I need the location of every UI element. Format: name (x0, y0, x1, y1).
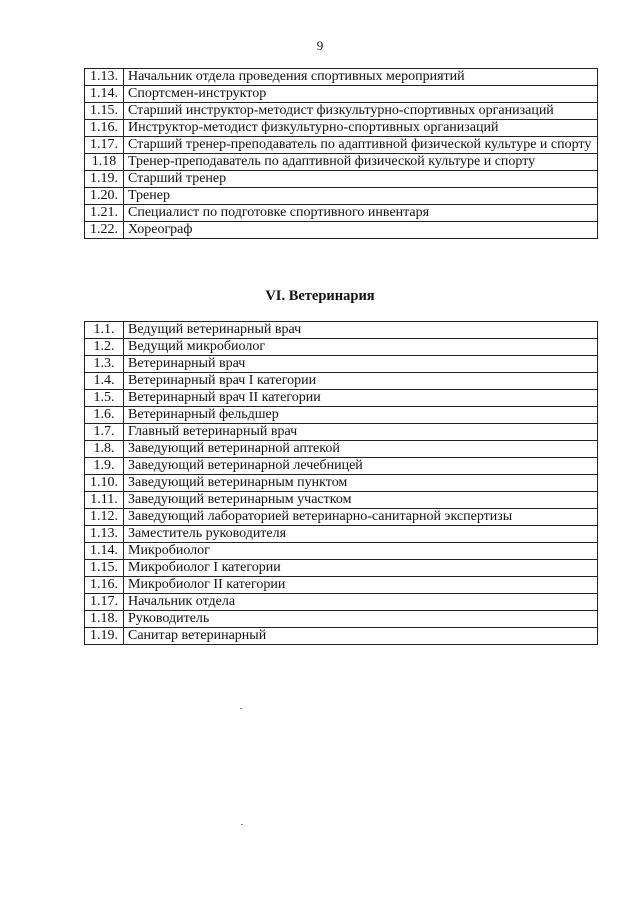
table-row (85, 424, 598, 441)
row-number: 1.16. (85, 577, 124, 594)
scan-speck (240, 708, 242, 709)
row-title: Спортсмен-инструктор (124, 86, 598, 103)
row-title: Заместитель руководителя (124, 526, 598, 543)
row-title: Начальник отдела проведения спортивных мероприятий (124, 69, 598, 86)
table-row (85, 543, 598, 560)
row-number: 1.18. (85, 611, 124, 628)
table-row (85, 69, 598, 86)
row-title: Ветеринарный врач (124, 356, 598, 373)
page-number: 9 (316, 38, 324, 53)
row-number: 1.13. (85, 526, 124, 543)
table-row (85, 611, 598, 628)
row-title: Старший тренер (124, 171, 598, 188)
row-number: 1.8. (85, 441, 124, 458)
scan-speck (241, 824, 243, 825)
row-number: 1.17. (85, 594, 124, 611)
row-number: 1.18 (85, 154, 124, 171)
row-title: Заведующий ветеринарной аптекой (124, 441, 598, 458)
table-row (85, 526, 598, 543)
row-number: 1.12. (85, 509, 124, 526)
row-number: 1.19. (85, 171, 124, 188)
row-title: Начальник отдела (124, 594, 598, 611)
table-row (85, 407, 598, 424)
table-row (85, 628, 598, 645)
row-number: 1.2. (85, 339, 124, 356)
row-number: 1.1. (85, 322, 124, 339)
row-title: Микробиолог (124, 543, 598, 560)
row-title: Ведущий ветеринарный врач (124, 322, 598, 339)
table-row (85, 356, 598, 373)
row-number: 1.22. (85, 222, 124, 239)
table-row (85, 560, 598, 577)
row-number: 1.15. (85, 103, 124, 120)
table-row (85, 137, 598, 154)
row-number: 1.3. (85, 356, 124, 373)
positions-table-veterinary (84, 321, 598, 645)
section-heading: VI. Ветеринария (265, 288, 375, 304)
row-number: 1.7. (85, 424, 124, 441)
row-title: Ветеринарный врач II категории (124, 390, 598, 407)
row-number: 1.15. (85, 560, 124, 577)
row-title: Ветеринарный врач I категории (124, 373, 598, 390)
row-number: 1.17. (85, 137, 124, 154)
row-title: Старший тренер-преподаватель по адаптивной физической культуре и спорту (124, 137, 598, 154)
table-row (85, 390, 598, 407)
row-title: Специалист по подготовке спортивного инвентаря (124, 205, 598, 222)
row-title: Тренер-преподаватель по адаптивной физической культуре и спорту (124, 154, 598, 171)
row-title: Заведующий лабораторией ветеринарно-санитарной экспертизы (124, 509, 598, 526)
row-title: Руководитель (124, 611, 598, 628)
row-title: Ведущий микробиолог (124, 339, 598, 356)
table-row (85, 154, 598, 171)
row-number: 1.11. (85, 492, 124, 509)
row-number: 1.9. (85, 458, 124, 475)
table-row (85, 594, 598, 611)
table-row (85, 373, 598, 390)
table-row (85, 171, 598, 188)
table-row (85, 458, 598, 475)
table-row (85, 222, 598, 239)
table-row (85, 188, 598, 205)
row-title: Заведующий ветеринарным пунктом (124, 475, 598, 492)
table-row (85, 339, 598, 356)
table-row (85, 441, 598, 458)
row-number: 1.19. (85, 628, 124, 645)
table-row (85, 509, 598, 526)
row-title: Инструктор-методист физкультурно-спортивных организаций (124, 120, 598, 137)
row-number: 1.16. (85, 120, 124, 137)
table-row (85, 86, 598, 103)
row-number: 1.5. (85, 390, 124, 407)
table-row (85, 103, 598, 120)
table-row (85, 475, 598, 492)
row-title: Микробиолог I категории (124, 560, 598, 577)
row-number: 1.14. (85, 86, 124, 103)
row-title: Ветеринарный фельдшер (124, 407, 598, 424)
row-number: 1.20. (85, 188, 124, 205)
table-row (85, 120, 598, 137)
row-number: 1.6. (85, 407, 124, 424)
row-title: Тренер (124, 188, 598, 205)
row-title: Заведующий ветеринарным участком (124, 492, 598, 509)
row-number: 1.21. (85, 205, 124, 222)
row-title: Хореограф (124, 222, 598, 239)
table-row (85, 205, 598, 222)
row-title: Главный ветеринарный врач (124, 424, 598, 441)
row-title: Санитар ветеринарный (124, 628, 598, 645)
row-number: 1.10. (85, 475, 124, 492)
row-number: 1.14. (85, 543, 124, 560)
positions-table-sport (84, 68, 598, 239)
table-row (85, 322, 598, 339)
row-title: Старший инструктор-методист физкультурно-спортивных организаций (124, 103, 598, 120)
row-title: Заведующий ветеринарной лечебницей (124, 458, 598, 475)
row-title: Микробиолог II категории (124, 577, 598, 594)
table-row (85, 577, 598, 594)
row-number: 1.4. (85, 373, 124, 390)
row-number: 1.13. (85, 69, 124, 86)
table-row (85, 492, 598, 509)
